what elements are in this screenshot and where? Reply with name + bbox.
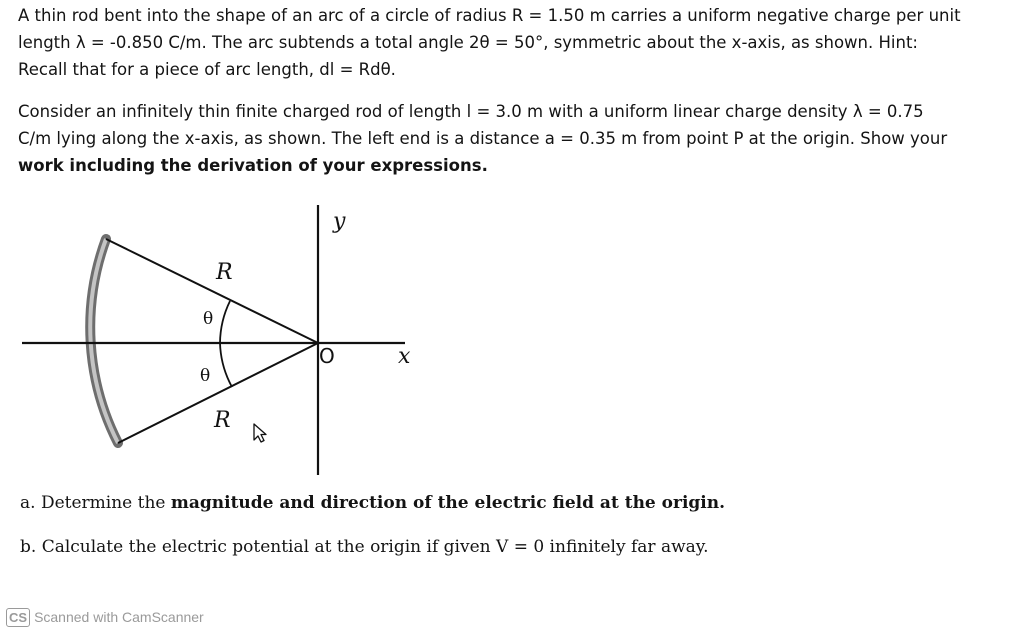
camscanner-watermark: [6, 605, 204, 629]
problem-paragraph-arc: [18, 2, 1008, 83]
question-b: b. Calculate the electric potential at the origin if given V = 0 infinitely far away.: [20, 537, 709, 557]
text-line: C/m lying along the x-axis, as shown. The left end is a distance a = 0.35 m from point P at the origin. Show your: [18, 129, 948, 148]
theta-label-top: θ: [203, 309, 214, 329]
text-line: A thin rod bent into the shape of an arc of a circle of radius R = 1.50 m carries a uniform negative charge per unit: [18, 6, 961, 25]
angle-arc-top: [220, 301, 230, 343]
angle-arc-bottom: [220, 343, 232, 387]
watermark-text: Scanned with CamScanner: [34, 609, 204, 625]
question-a-prefix: a. Determine the: [20, 493, 166, 513]
theta-label-bottom: θ: [200, 366, 211, 386]
question-a: [20, 493, 725, 513]
camscanner-logo: CS: [6, 608, 30, 627]
radius-label-bottom: R: [214, 408, 231, 433]
problem-paragraph-rod: [18, 98, 1008, 179]
y-axis-label: y: [333, 209, 346, 234]
text-line-bold: work including the derivation of your expressions.: [18, 156, 488, 175]
text-line: Consider an infinitely thin finite charged rod of length l = 3.0 m with a uniform linear charge density λ = 0.75: [18, 102, 924, 121]
text-line: length λ = -0.850 C/m. The arc subtends a total angle 2θ = 50°, symmetric about the x-axis, as shown. Hint:: [18, 33, 918, 52]
x-axis-label: x: [398, 344, 411, 369]
arc-diagram: [0, 195, 430, 485]
pointer-cursor-icon: [254, 424, 266, 442]
origin-label: O: [319, 344, 335, 368]
radius-label-top: R: [216, 260, 233, 285]
text-line: Recall that for a piece of arc length, dl = Rdθ.: [18, 60, 396, 79]
question-a-bold: magnitude and direction of the electric field at the origin.: [170, 493, 726, 513]
